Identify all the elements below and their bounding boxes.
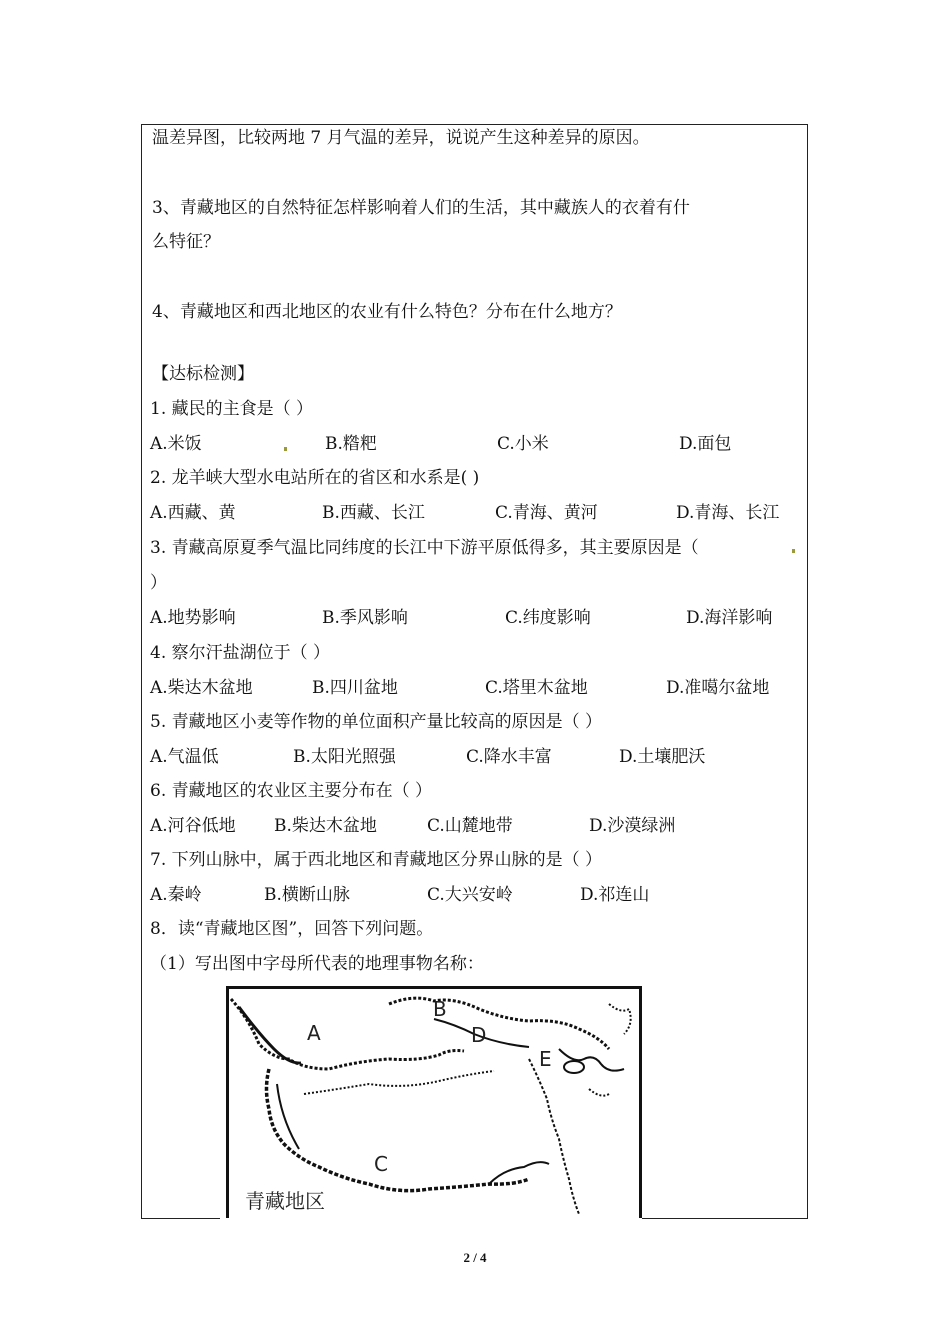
q2-option-a: A.西藏、黄 bbox=[150, 503, 236, 523]
q1-option-a: A.米饭 bbox=[150, 434, 202, 454]
q7-option-c: C.大兴安岭 bbox=[427, 885, 513, 905]
q3-option-c: C.纬度影响 bbox=[505, 608, 591, 628]
map-letter-b: B bbox=[433, 997, 447, 1021]
page-number: 2 / 4 bbox=[463, 1250, 487, 1265]
q7-stem: 7. 下列山脉中，属于西北地区和青藏地区分界山脉的是（ ） bbox=[150, 850, 603, 870]
q6-option-d: D.沙漠绿洲 bbox=[589, 816, 676, 836]
q2-stem: 2. 龙羊峡大型水电站所在的省区和水系是( ) bbox=[150, 468, 480, 488]
map-letter-d: D bbox=[471, 1023, 487, 1047]
section-title: 【达标检测】 bbox=[152, 364, 254, 384]
qinghai-tibet-map bbox=[226, 986, 642, 1218]
map-title: 青藏地区 bbox=[245, 1189, 325, 1213]
q1-option-d: D.面包 bbox=[679, 434, 732, 454]
q7-option-d: D.祁连山 bbox=[580, 885, 650, 905]
q6-option-a: A.河谷低地 bbox=[150, 816, 236, 836]
q5-stem: 5. 青藏地区小麦等作物的单位面积产量比较高的原因是（ ） bbox=[150, 712, 603, 732]
q6-option-c: C.山麓地带 bbox=[427, 816, 513, 836]
map-letter-c: C bbox=[374, 1152, 388, 1176]
q1-option-c: C.小米 bbox=[497, 434, 549, 454]
q2-option-c: C.青海、黄河 bbox=[495, 503, 598, 523]
q1-stem: 1. 藏民的主食是（ ） bbox=[150, 399, 314, 419]
frame-bottom-left bbox=[141, 1218, 220, 1219]
q5-option-d: D.土壤肥沃 bbox=[619, 747, 706, 767]
frame-bottom-right bbox=[642, 1218, 808, 1219]
q4-option-d: D.准噶尔盆地 bbox=[666, 678, 770, 698]
q3-stem-cont: ） bbox=[150, 573, 167, 593]
q4-option-b: B.四川盆地 bbox=[312, 678, 398, 698]
stray-mark bbox=[792, 549, 795, 553]
q8-sub1: （1）写出图中字母所代表的地理事物名称： bbox=[150, 954, 484, 974]
q7-option-a: A.秦岭 bbox=[150, 885, 202, 905]
q4-stem: 4. 察尔汗盐湖位于（ ） bbox=[150, 643, 331, 663]
q8-stem: 8．读“青藏地区图”，回答下列问题。 bbox=[150, 919, 434, 939]
q4-option-a: A.柴达木盆地 bbox=[150, 678, 253, 698]
q5-option-c: C.降水丰富 bbox=[466, 747, 552, 767]
q3-stem: 3. 青藏高原夏季气温比同纬度的长江中下游平原低得多，其主要原因是（ bbox=[150, 538, 699, 558]
q4-option-c: C.塔里木盆地 bbox=[485, 678, 588, 698]
q5-option-a: A.气温低 bbox=[150, 747, 219, 767]
q2-tail-text: 温差异图，比较两地 7 月气温的差异，说说产生这种差异的原因。 bbox=[152, 128, 650, 148]
q3-option-d: D.海洋影响 bbox=[686, 608, 773, 628]
map-letter-e: E bbox=[539, 1047, 552, 1071]
stray-mark bbox=[284, 447, 287, 451]
q5-option-b: B.太阳光照强 bbox=[293, 747, 396, 767]
q3-option-a: A.地势影响 bbox=[150, 608, 236, 628]
q3-option-b: B.季风影响 bbox=[322, 608, 408, 628]
q3-text-line1: 3、青藏地区的自然特征怎样影响着人们的生活，其中藏族人的衣着有什 bbox=[152, 198, 690, 218]
q6-option-b: B.柴达木盆地 bbox=[274, 816, 377, 836]
q3-text-line2: 么特征？ bbox=[152, 232, 220, 252]
q7-option-b: B.横断山脉 bbox=[264, 885, 350, 905]
map-letter-a: A bbox=[307, 1021, 321, 1045]
q1-option-b: B.糌粑 bbox=[325, 434, 377, 454]
q2-option-d: D.青海、长江 bbox=[676, 503, 780, 523]
q6-stem: 6. 青藏地区的农业区主要分布在（ ） bbox=[150, 781, 433, 801]
q2-option-b: B.西藏、长江 bbox=[322, 503, 425, 523]
map-drawing bbox=[229, 989, 639, 1218]
q4-text: 4、青藏地区和西北地区的农业有什么特色？分布在什么地方？ bbox=[152, 302, 622, 322]
